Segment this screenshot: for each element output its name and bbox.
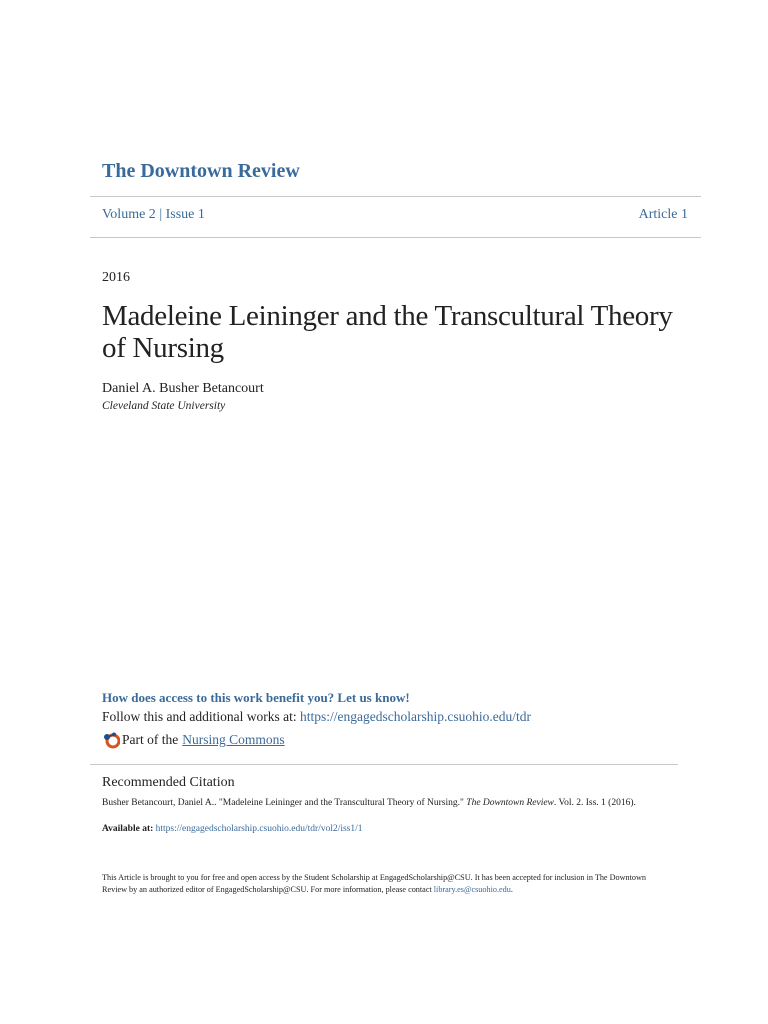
- citation-text: [102, 797, 662, 810]
- available-line: [102, 824, 363, 834]
- issue-link[interactable]: Issue 1: [165, 207, 205, 222]
- publication-year: 2016: [102, 270, 130, 285]
- feedback-link[interactable]: How does access to this work benefit you? Let us know!: [102, 690, 410, 705]
- volume-issue-separator: |: [159, 207, 163, 222]
- citation-volume: . Vol. 2. Iss. 1 (2016).: [553, 798, 636, 808]
- available-label: Available at:: [102, 824, 154, 834]
- article-title: Madeleine Leininger and the Transcultural Theory of Nursing: [102, 300, 673, 364]
- header-divider-top: [90, 196, 701, 197]
- network-commons-icon: [102, 731, 120, 749]
- follow-label: Follow this and additional works at:: [102, 709, 297, 724]
- citation-body: Busher Betancourt, Daniel A.. "Madeleine Leininger and the Transcultural Theory of Nursing.": [102, 798, 464, 808]
- header-divider-bottom: [90, 237, 701, 238]
- follow-line: [102, 709, 531, 725]
- author-name: Daniel A. Busher Betancourt: [102, 381, 264, 396]
- journal-title[interactable]: The Downtown Review: [102, 160, 300, 182]
- volume-issue: [102, 207, 205, 223]
- part-of-label: Part of the: [122, 732, 179, 747]
- available-url-link[interactable]: https://engagedscholarship.csuohio.edu/tdr/vol2/iss1/1: [155, 824, 363, 834]
- author-affiliation: Cleveland State University: [102, 400, 226, 412]
- citation-journal: The Downtown Review: [466, 798, 554, 808]
- contact-email-link[interactable]: library.es@csuohio.edu: [433, 885, 511, 894]
- nursing-commons-link[interactable]: Nursing Commons: [182, 732, 285, 747]
- part-of-line: [102, 731, 285, 749]
- open-access-note: [102, 872, 667, 896]
- volume-link[interactable]: Volume 2: [102, 207, 156, 222]
- open-access-text: This Article is brought to you for free and open access by the Student Scholarship at EngagedScholarship@CSU. It has been accepted for inclusion in The Downtown Review by an authorized editor of EngagedScholarship@CSU. For more information, please contact: [102, 873, 647, 894]
- open-access-end: .: [510, 885, 513, 894]
- repository-link[interactable]: https://engagedscholarship.csuohio.edu/tdr: [300, 709, 531, 724]
- citation-heading: Recommended Citation: [102, 775, 235, 790]
- article-number-link[interactable]: Article 1: [638, 207, 688, 222]
- citation-divider: [90, 764, 678, 765]
